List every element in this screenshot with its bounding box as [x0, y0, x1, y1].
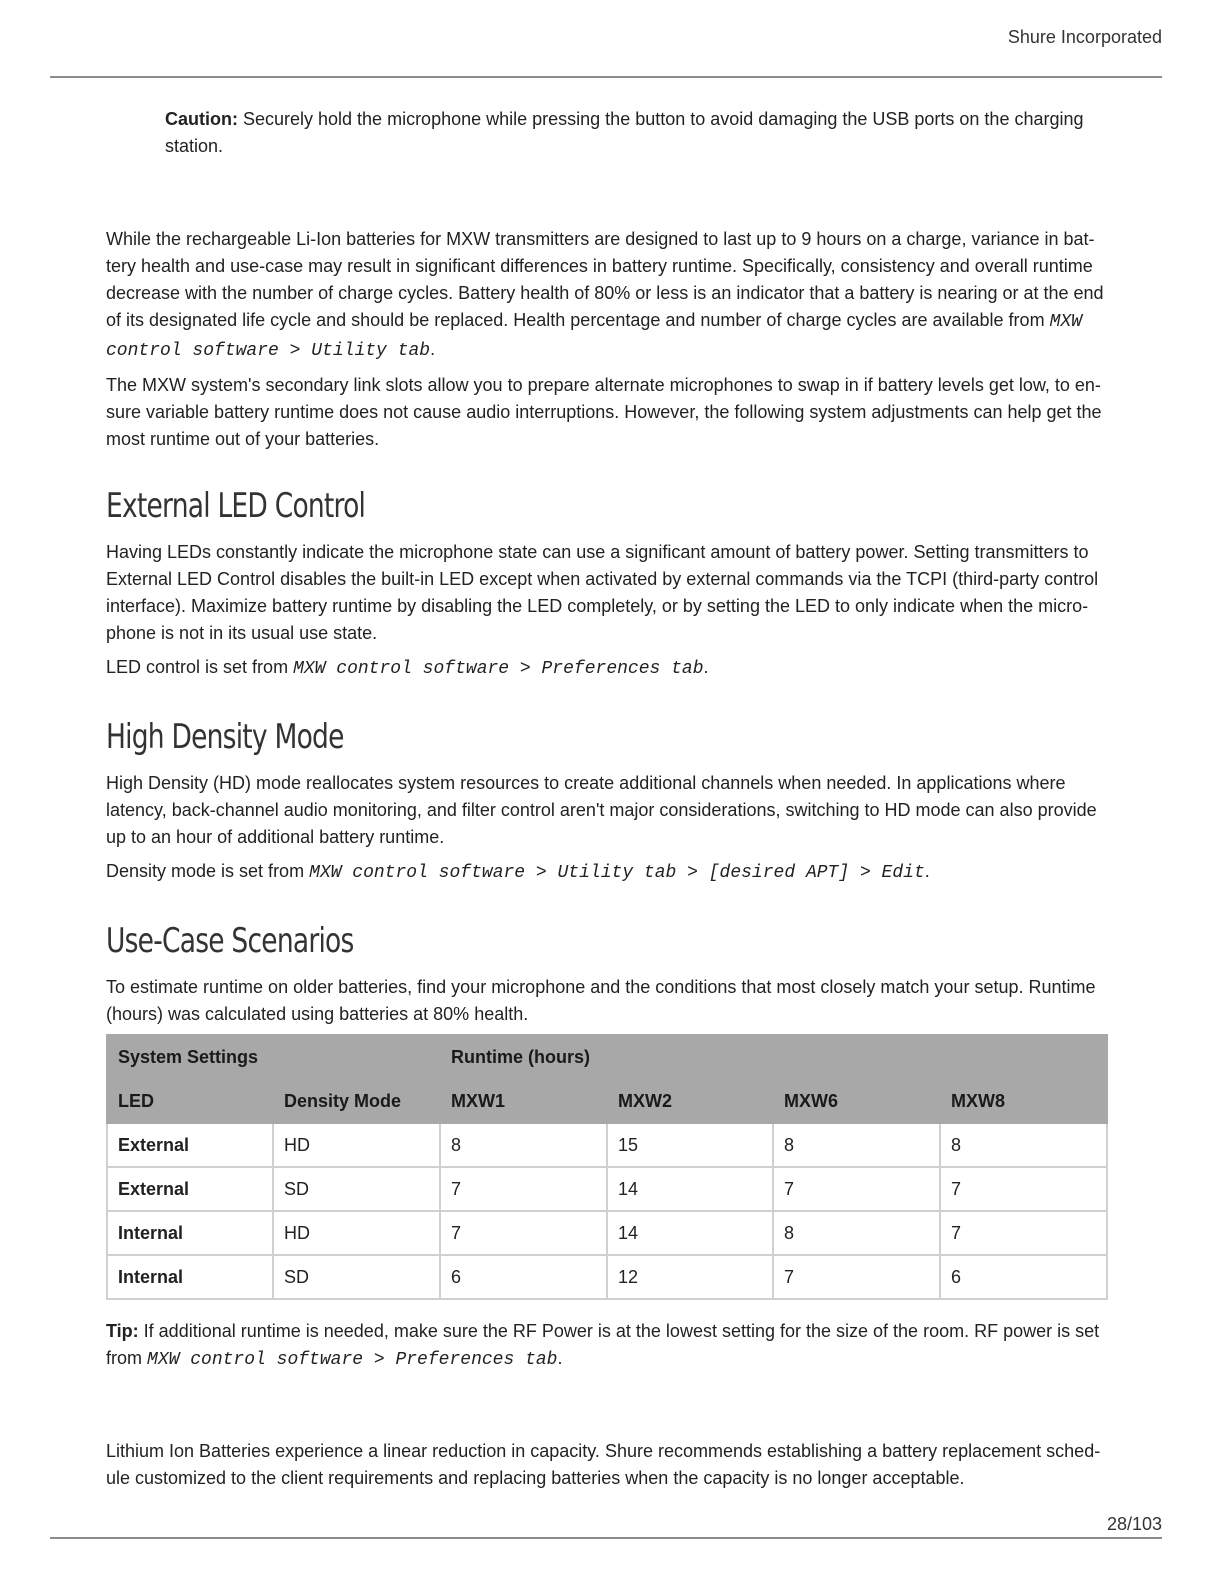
table-cell: HD: [273, 1123, 440, 1167]
header-company: Shure Incorporated: [1007, 27, 1162, 47]
header-divider: [50, 76, 1162, 78]
table-cell: 6: [940, 1255, 1107, 1299]
table-row: [107, 1211, 1107, 1255]
table-row: [107, 1167, 1107, 1211]
caution-text: Securely hold the microphone while pressing the button to avoid damaging the USB ports on the charging station.: [165, 109, 1084, 156]
column-header-mxw8: MXW8: [940, 1079, 1107, 1123]
hd-p2-text: Density mode is set from: [106, 861, 310, 881]
column-header-mxw6: MXW6: [773, 1079, 940, 1123]
led-p2-text: LED control is set from: [106, 657, 294, 677]
tip-label: Tip:: [106, 1321, 139, 1341]
caution-label: Caution:: [165, 109, 238, 129]
column-header-density-mode: Density Mode: [273, 1079, 440, 1123]
group-header-system-settings: System Settings: [107, 1035, 440, 1079]
table-row: [107, 1255, 1107, 1299]
table-cell: 14: [607, 1211, 773, 1255]
table-column-header-row: [107, 1079, 1107, 1123]
group-header-runtime: Runtime (hours): [440, 1035, 1107, 1079]
tip-text: If additional runtime is needed, make sure the RF Power is at the lowest setting for the size of the room. RF power is set from: [106, 1321, 1100, 1368]
table-cell: 12: [607, 1255, 773, 1299]
runtime-table: [106, 1034, 1108, 1300]
footer-divider: [50, 1537, 1162, 1539]
table-cell: Internal: [107, 1211, 273, 1255]
hd-paragraph-1: High Density (HD) mode reallocates system resources to create additional channels when needed. In applications where latency, back-channel audio monitoring, and filter control aren't major considerations, switching to HD mode can also provide up to an hour of additional battery runtime.: [106, 773, 1097, 847]
table-cell: Internal: [107, 1255, 273, 1299]
table-cell: 15: [607, 1123, 773, 1167]
table-cell: 14: [607, 1167, 773, 1211]
intro-p1-path: MXW control software > Utility tab: [106, 312, 1082, 361]
table-cell: 7: [440, 1167, 607, 1211]
hd-p2-end: .: [924, 861, 930, 881]
led-paragraph-1: Having LEDs constantly indicate the microphone state can use a significant amount of battery power. Setting transmitters to External LED Control disables the built-in LED except when activated by external commands via the TCPI (third-party control interface). Maximize battery runtime by disabling the LED completely, or by setting the LED to only indicate when the microphone is not in its usual use state.: [106, 542, 1099, 643]
table-group-header-row: [107, 1035, 1107, 1079]
tip-path: MXW control software > Preferences tab: [147, 1350, 558, 1370]
intro-p1-end: .: [430, 339, 436, 359]
table-cell: SD: [273, 1167, 440, 1211]
led-p2-end: .: [703, 657, 709, 677]
column-header-mxw1: MXW1: [440, 1079, 607, 1123]
table-cell: 8: [773, 1123, 940, 1167]
hd-p2-path: MXW control software > Utility tab > [desired APT] > Edit: [309, 863, 925, 883]
hd-paragraph-2: [106, 858, 1106, 887]
tip-end: .: [557, 1348, 563, 1368]
table-cell: HD: [273, 1211, 440, 1255]
usecase-section: [106, 974, 1106, 1028]
caution-note: [165, 106, 1100, 160]
table-cell: 8: [940, 1123, 1107, 1167]
table-cell: 7: [940, 1167, 1107, 1211]
heading-high-density: High Density Mode: [106, 717, 344, 757]
column-header-led: LED: [107, 1079, 273, 1123]
heading-use-case: Use-Case Scenarios: [106, 921, 354, 961]
table-cell: External: [107, 1167, 273, 1211]
table-row: [107, 1123, 1107, 1167]
led-section: [106, 539, 1106, 683]
table-cell: 7: [440, 1211, 607, 1255]
table-cell: 8: [440, 1123, 607, 1167]
intro-paragraph-1: [106, 226, 1106, 365]
intro-paragraph-2: The MXW system's secondary link slots allow you to prepare alternate microphones to swap in if battery levels get low, to ensure variable battery runtime does not cause audio interruptions. However, the following system adjustments can help get the most runtime out of your batteries.: [106, 375, 1102, 449]
usecase-paragraph: To estimate runtime on older batteries, find your microphone and the conditions that most closely match your setup. Runtime (hours) was calculated using batteries at 80% health.: [106, 977, 1096, 1024]
closing-section: [106, 1438, 1106, 1492]
closing-paragraph: Lithium Ion Batteries experience a linear reduction in capacity. Shure recommends establishing a battery replacement schedule customized to the client requirements and replacing batteries when the capacity is no longer acceptable.: [106, 1441, 1101, 1488]
intro-p1-text: While the rechargeable Li-Ion batteries for MXW transmitters are designed to last up to 9 hours on a charge, variance in battery health and use-case may result in significant differences in battery runtime. Specifically, consistency and overall runtime decrease with the number of charge cycles. Battery health of 80% or less is an indicator that a battery is nearing or at the end of its designated life cycle and should be replaced. Health percentage and number of charge cycles are available from: [106, 229, 1104, 330]
tip-note: [106, 1318, 1106, 1374]
table-cell: External: [107, 1123, 273, 1167]
table-cell: 6: [440, 1255, 607, 1299]
table-cell: SD: [273, 1255, 440, 1299]
led-p2-path: MXW control software > Preferences tab: [293, 659, 704, 679]
column-header-mxw2: MXW2: [607, 1079, 773, 1123]
table-cell: 7: [773, 1255, 940, 1299]
table-cell: 7: [773, 1167, 940, 1211]
table-cell: 8: [773, 1211, 940, 1255]
page-number: 28/103: [1106, 1514, 1162, 1534]
led-paragraph-2: [106, 654, 1106, 683]
intro-section: [106, 226, 1106, 453]
hd-section: [106, 770, 1106, 887]
heading-external-led: External LED Control: [106, 486, 366, 526]
table-cell: 7: [940, 1211, 1107, 1255]
